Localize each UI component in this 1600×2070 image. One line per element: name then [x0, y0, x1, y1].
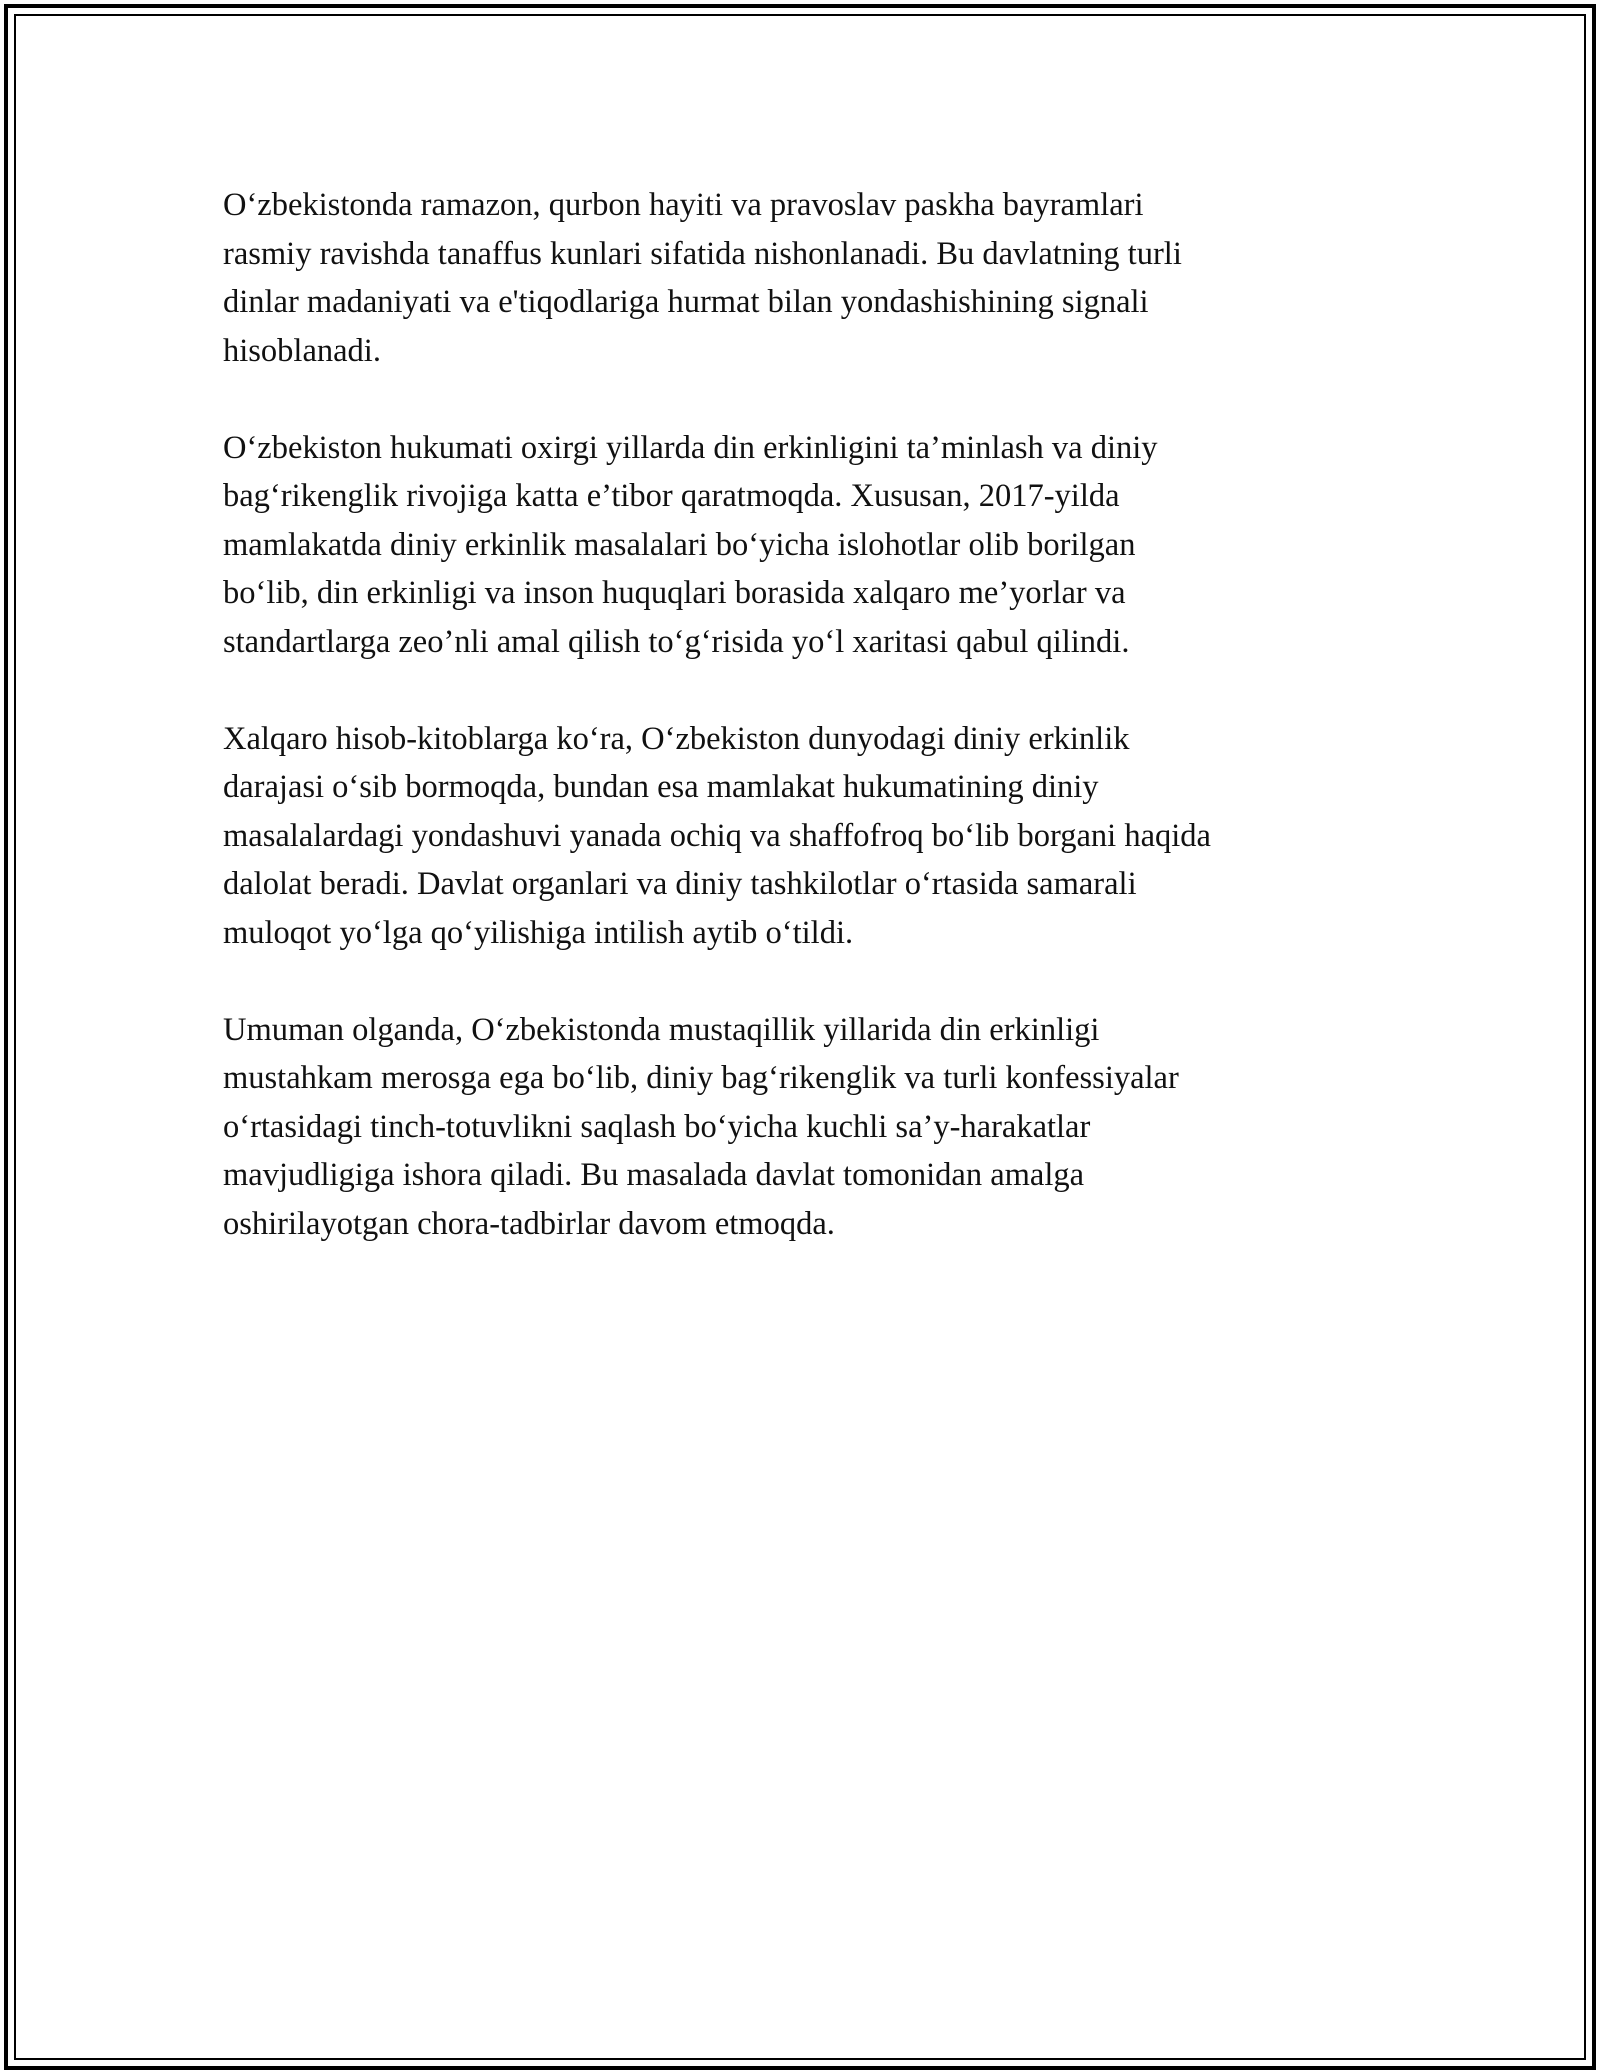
document-body: [223, 181, 1403, 1297]
paragraph-2: O‘zbekiston hukumati oxirgi yillarda din erkinligini ta’minlash va diniy bag‘rikenglik rivojiga katta e’tibor qaratmoqda. Xususan, 2017-yilda mamlakatda diniy erkinlik masalalari bo‘yicha islohotlar olib borilgan bo‘lib, din erkinligi va inson huquqlari borasida xalqaro me’yorlar va standartlarga zeo’nli amal qilish to‘g‘risida yo‘l xaritasi qabul qilindi.: [223, 429, 1158, 660]
paragraph-4: Umuman olganda, O‘zbekistonda mustaqillik yillarida din erkinligi mustahkam merosga ega bo‘lib, diniy bag‘rikenglik va turli konfessiyalar o‘rtasidagi tinch-totuvlikni saqlash bo‘yicha kuchli sa’y-harakatlar mavjudligiga ishora qiladi. Bu masalada davlat tomonidan amalga oshirilayotgan chora-tadbirlar davom etmoqda.: [223, 1011, 1179, 1242]
paragraph-1: O‘zbekistonda ramazon, qurbon hayiti va pravoslav paskha bayramlari rasmiy ravishda tanaffus kunlari sifatida nishonlanadi. Bu davlatning turli dinlar madaniyati va e'tiqodlariga hurmat bilan yondashishining signali hisoblanadi.: [223, 187, 1182, 369]
paragraph-3: Xalqaro hisob-kitoblarga ko‘ra, O‘zbekiston dunyodagi diniy erkinlik darajasi o‘sib bormoqda, bundan esa mamlakat hukumatining diniy masalalardagi yondashuvi yanada ochiq va shaffofroq bo‘lib borgani haqida dalolat beradi. Davlat organlari va diniy tashkilotlar o‘rtasida samarali muloqot yo‘lga qo‘yilishiga intilish aytib o‘tildi.: [223, 720, 1211, 951]
